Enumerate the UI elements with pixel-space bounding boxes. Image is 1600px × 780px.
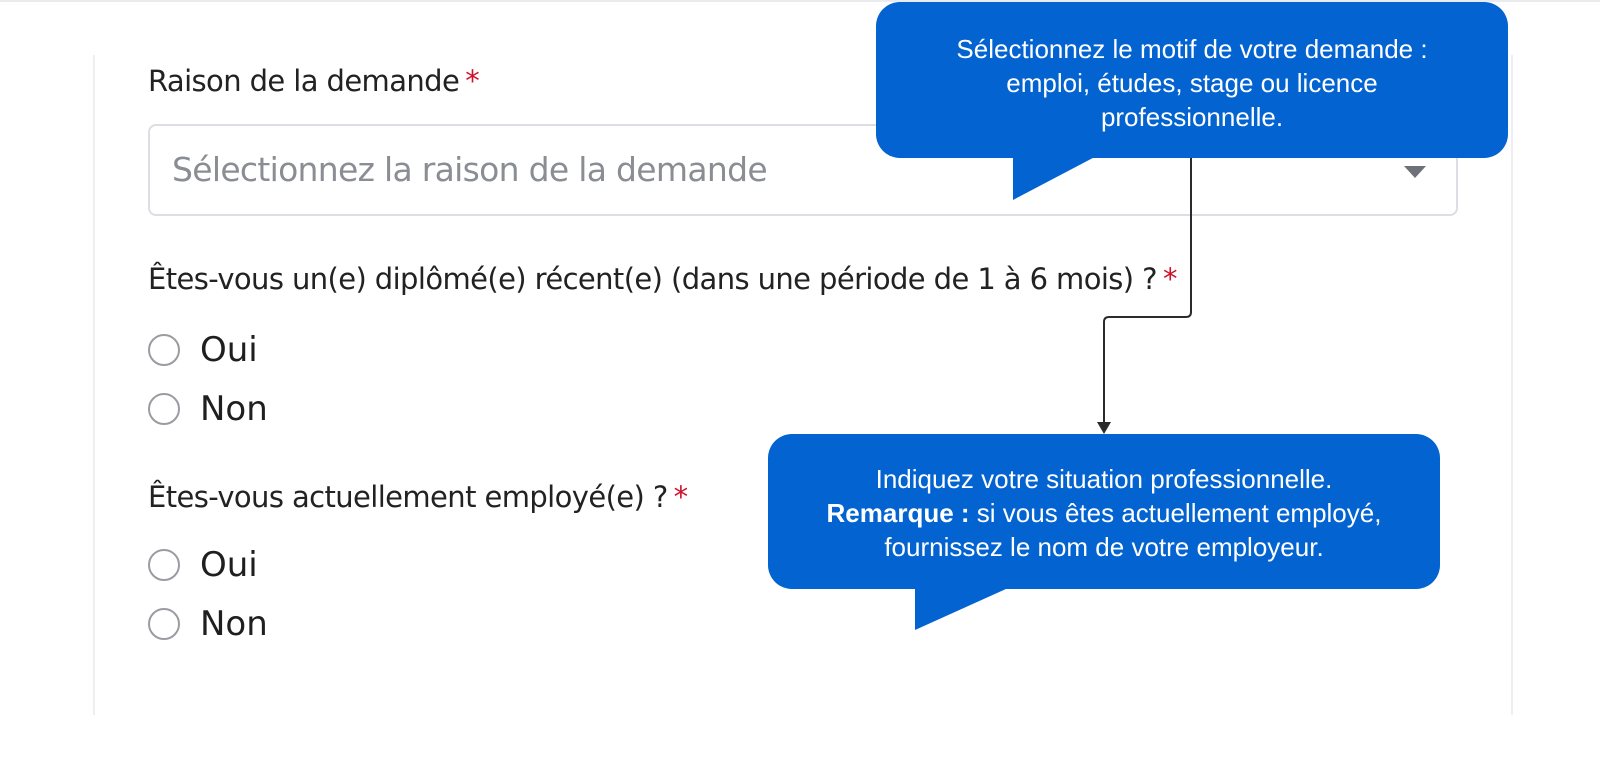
callout-reason-line: emploi, études, stage ou licence	[1006, 68, 1378, 98]
recent-graduate-label-text: Êtes-vous un(e) diplômé(e) récent(e) (dans une période de 1 à 6 mois) ?	[148, 262, 1157, 296]
radio-label[interactable]: Oui	[200, 545, 258, 585]
note-label: Remarque :	[826, 498, 970, 528]
callout-employment-line: Indiquez votre situation professionnelle.	[875, 464, 1333, 494]
callout-reason-line: professionnelle.	[1100, 102, 1284, 132]
arrow-down-icon	[1097, 422, 1111, 434]
employed-label-text: Êtes-vous actuellement employé(e) ?	[148, 480, 668, 514]
callout-employment-tail	[915, 584, 1025, 632]
callout-employment	[768, 434, 1440, 589]
required-asterisk: *	[465, 64, 480, 98]
callout-employment-note	[768, 496, 1440, 530]
radio-label[interactable]: Oui	[200, 330, 258, 370]
required-asterisk: *	[673, 480, 688, 514]
callout-employment-line: fournissez le nom de votre employeur.	[884, 532, 1324, 562]
reason-select-placeholder: Sélectionnez la raison de la demande	[172, 150, 767, 189]
callout-reason	[876, 2, 1508, 158]
radio-label[interactable]: Non	[200, 604, 268, 644]
callout-reason-line: Sélectionnez le motif de votre demande :	[956, 34, 1428, 64]
reason-label-text: Raison de la demande	[148, 64, 460, 98]
connector-line	[1104, 158, 1191, 424]
required-asterisk: *	[1162, 262, 1177, 296]
radio-label[interactable]: Non	[200, 389, 268, 429]
note-text: si vous êtes actuellement employé,	[969, 498, 1382, 528]
